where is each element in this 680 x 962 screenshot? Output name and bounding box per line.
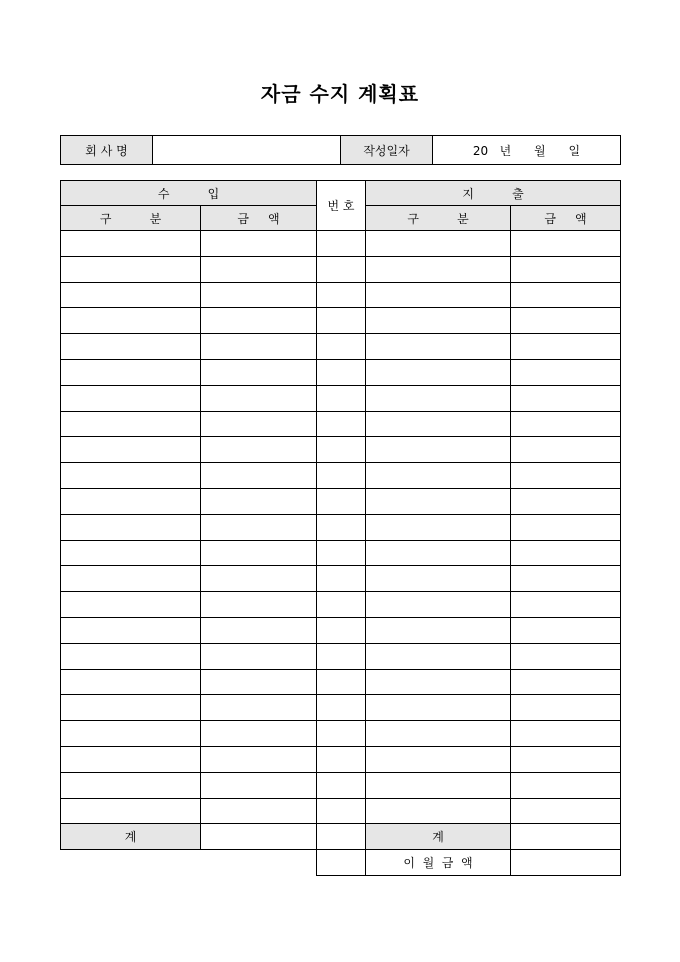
table-row bbox=[61, 592, 621, 618]
company-label: 회 사 명 bbox=[61, 136, 153, 165]
income-amount-cell[interactable] bbox=[201, 669, 317, 695]
table-row bbox=[61, 334, 621, 360]
expense-amount-cell[interactable] bbox=[511, 540, 621, 566]
income-amount-cell[interactable] bbox=[201, 617, 317, 643]
expense-amount-cell[interactable] bbox=[511, 385, 621, 411]
income-amount-cell[interactable] bbox=[201, 772, 317, 798]
income-amount-cell[interactable] bbox=[201, 282, 317, 308]
number-cell[interactable] bbox=[317, 772, 366, 798]
number-cell[interactable] bbox=[317, 540, 366, 566]
table-row bbox=[61, 488, 621, 514]
income-category-cell[interactable] bbox=[61, 231, 201, 257]
income-category-cell[interactable] bbox=[61, 592, 201, 618]
income-amount-cell[interactable] bbox=[201, 359, 317, 385]
expense-amount-cell[interactable] bbox=[511, 669, 621, 695]
table-row bbox=[61, 385, 621, 411]
income-category-cell[interactable] bbox=[61, 411, 201, 437]
expense-category-cell[interactable] bbox=[366, 772, 511, 798]
number-cell[interactable] bbox=[317, 669, 366, 695]
expense-amount-cell[interactable] bbox=[511, 334, 621, 360]
table-row bbox=[61, 282, 621, 308]
income-category-cell[interactable] bbox=[61, 385, 201, 411]
table-row bbox=[61, 411, 621, 437]
expense-amount-cell[interactable] bbox=[511, 411, 621, 437]
expense-category-cell[interactable] bbox=[366, 695, 511, 721]
income-total-amount[interactable] bbox=[201, 824, 317, 850]
number-cell[interactable] bbox=[317, 411, 366, 437]
table-row bbox=[61, 540, 621, 566]
expense-category-cell[interactable] bbox=[366, 411, 511, 437]
income-category-cell[interactable] bbox=[61, 463, 201, 489]
blank bbox=[201, 850, 317, 876]
expense-amount-cell[interactable] bbox=[511, 772, 621, 798]
expense-amount-cell[interactable] bbox=[511, 566, 621, 592]
income-amount-cell[interactable] bbox=[201, 721, 317, 747]
income-amount-cell[interactable] bbox=[201, 437, 317, 463]
income-amount-cell[interactable] bbox=[201, 540, 317, 566]
income-total-label: 계 bbox=[61, 824, 201, 850]
expense-amount-cell[interactable] bbox=[511, 798, 621, 824]
number-cell[interactable] bbox=[317, 282, 366, 308]
document-title: 자금 수지 계획표 bbox=[260, 82, 420, 106]
carryover-label: 이 월 금 액 bbox=[366, 850, 511, 876]
table-row bbox=[61, 669, 621, 695]
table-row bbox=[61, 359, 621, 385]
income-category-cell[interactable] bbox=[61, 488, 201, 514]
expense-heading: 지 출 bbox=[366, 181, 621, 206]
table-row bbox=[61, 437, 621, 463]
income-amount-cell[interactable] bbox=[201, 695, 317, 721]
income-amount-header: 금 액 bbox=[201, 206, 317, 231]
income-amount-cell[interactable] bbox=[201, 256, 317, 282]
income-category-cell[interactable] bbox=[61, 308, 201, 334]
number-cell[interactable] bbox=[317, 566, 366, 592]
carryover-amount[interactable] bbox=[511, 850, 621, 876]
income-category-cell[interactable] bbox=[61, 437, 201, 463]
expense-amount-cell[interactable] bbox=[511, 463, 621, 489]
expense-category-cell[interactable] bbox=[366, 437, 511, 463]
number-cell[interactable] bbox=[317, 463, 366, 489]
expense-amount-cell[interactable] bbox=[511, 643, 621, 669]
income-category-cell[interactable] bbox=[61, 772, 201, 798]
income-amount-cell[interactable] bbox=[201, 488, 317, 514]
number-cell[interactable] bbox=[317, 798, 366, 824]
table-row bbox=[61, 643, 621, 669]
expense-category-cell[interactable] bbox=[366, 231, 511, 257]
number-cell[interactable] bbox=[317, 824, 366, 850]
income-amount-cell[interactable] bbox=[201, 798, 317, 824]
number-cell[interactable] bbox=[317, 437, 366, 463]
expense-amount-header: 금 액 bbox=[511, 206, 621, 231]
income-heading: 수 입 bbox=[61, 181, 317, 206]
table-row bbox=[61, 772, 621, 798]
expense-amount-cell[interactable] bbox=[511, 359, 621, 385]
income-category-cell[interactable] bbox=[61, 566, 201, 592]
expense-category-cell[interactable] bbox=[366, 282, 511, 308]
number-cell[interactable] bbox=[317, 514, 366, 540]
expense-category-cell[interactable] bbox=[366, 385, 511, 411]
number-cell[interactable] bbox=[317, 359, 366, 385]
blank bbox=[61, 850, 201, 876]
income-amount-cell[interactable] bbox=[201, 746, 317, 772]
number-cell[interactable] bbox=[317, 308, 366, 334]
income-category-cell[interactable] bbox=[61, 798, 201, 824]
number-cell[interactable] bbox=[317, 231, 366, 257]
date-label: 작성일자 bbox=[341, 136, 433, 165]
income-category-cell[interactable] bbox=[61, 514, 201, 540]
company-field[interactable] bbox=[153, 136, 341, 165]
income-category-cell[interactable] bbox=[61, 721, 201, 747]
expense-category-cell[interactable] bbox=[366, 746, 511, 772]
expense-amount-cell[interactable] bbox=[511, 695, 621, 721]
expense-category-header: 구 분 bbox=[366, 206, 511, 231]
expense-amount-cell[interactable] bbox=[511, 256, 621, 282]
expense-amount-cell[interactable] bbox=[511, 437, 621, 463]
expense-category-cell[interactable] bbox=[366, 669, 511, 695]
number-cell[interactable] bbox=[317, 256, 366, 282]
income-amount-cell[interactable] bbox=[201, 566, 317, 592]
income-category-cell[interactable] bbox=[61, 359, 201, 385]
expense-category-cell[interactable] bbox=[366, 798, 511, 824]
income-category-cell[interactable] bbox=[61, 282, 201, 308]
expense-total-label: 계 bbox=[366, 824, 511, 850]
expense-category-cell[interactable] bbox=[366, 308, 511, 334]
number-cell[interactable] bbox=[317, 850, 366, 876]
expense-category-cell[interactable] bbox=[366, 617, 511, 643]
number-cell[interactable] bbox=[317, 746, 366, 772]
number-cell[interactable] bbox=[317, 695, 366, 721]
number-cell[interactable] bbox=[317, 488, 366, 514]
income-category-cell[interactable] bbox=[61, 643, 201, 669]
income-category-cell[interactable] bbox=[61, 669, 201, 695]
income-category-cell[interactable] bbox=[61, 746, 201, 772]
table-row bbox=[61, 695, 621, 721]
expense-amount-cell[interactable] bbox=[511, 282, 621, 308]
number-cell[interactable] bbox=[317, 721, 366, 747]
table-row bbox=[61, 256, 621, 282]
expense-amount-cell[interactable] bbox=[511, 592, 621, 618]
expense-category-cell[interactable] bbox=[366, 488, 511, 514]
expense-category-cell[interactable] bbox=[366, 256, 511, 282]
table-row bbox=[61, 617, 621, 643]
expense-category-cell[interactable] bbox=[366, 514, 511, 540]
expense-category-cell[interactable] bbox=[366, 721, 511, 747]
income-amount-cell[interactable] bbox=[201, 231, 317, 257]
expense-category-cell[interactable] bbox=[366, 334, 511, 360]
income-amount-cell[interactable] bbox=[201, 308, 317, 334]
expense-amount-cell[interactable] bbox=[511, 514, 621, 540]
table-row bbox=[61, 463, 621, 489]
expense-category-cell[interactable] bbox=[366, 643, 511, 669]
total-row bbox=[61, 824, 621, 850]
expense-category-cell[interactable] bbox=[366, 592, 511, 618]
expense-category-cell[interactable] bbox=[366, 463, 511, 489]
expense-amount-cell[interactable] bbox=[511, 721, 621, 747]
income-category-cell[interactable] bbox=[61, 334, 201, 360]
number-cell[interactable] bbox=[317, 385, 366, 411]
income-category-cell[interactable] bbox=[61, 695, 201, 721]
income-amount-cell[interactable] bbox=[201, 643, 317, 669]
number-cell[interactable] bbox=[317, 617, 366, 643]
expense-amount-cell[interactable] bbox=[511, 488, 621, 514]
date-field[interactable]: 20 년 월 일 bbox=[433, 136, 621, 165]
table-row bbox=[61, 566, 621, 592]
table-row bbox=[61, 308, 621, 334]
expense-category-cell[interactable] bbox=[366, 566, 511, 592]
expense-amount-cell[interactable] bbox=[511, 308, 621, 334]
carryover-row bbox=[61, 850, 621, 876]
number-cell[interactable] bbox=[317, 334, 366, 360]
income-amount-cell[interactable] bbox=[201, 463, 317, 489]
income-category-header: 구 분 bbox=[61, 206, 201, 231]
income-amount-cell[interactable] bbox=[201, 592, 317, 618]
income-category-cell[interactable] bbox=[61, 256, 201, 282]
table-row bbox=[61, 231, 621, 257]
income-category-cell[interactable] bbox=[61, 617, 201, 643]
income-amount-cell[interactable] bbox=[201, 385, 317, 411]
expense-category-cell[interactable] bbox=[366, 540, 511, 566]
cashflow-table bbox=[60, 180, 621, 876]
income-amount-cell[interactable] bbox=[201, 514, 317, 540]
number-cell[interactable] bbox=[317, 643, 366, 669]
header-table bbox=[60, 135, 621, 165]
income-amount-cell[interactable] bbox=[201, 411, 317, 437]
table-row bbox=[61, 514, 621, 540]
table-row bbox=[61, 798, 621, 824]
income-amount-cell[interactable] bbox=[201, 334, 317, 360]
expense-amount-cell[interactable] bbox=[511, 746, 621, 772]
table-row bbox=[61, 746, 621, 772]
expense-total-amount[interactable] bbox=[511, 824, 621, 850]
number-heading: 번 호 bbox=[317, 181, 366, 231]
income-category-cell[interactable] bbox=[61, 540, 201, 566]
expense-amount-cell[interactable] bbox=[511, 617, 621, 643]
expense-category-cell[interactable] bbox=[366, 359, 511, 385]
expense-amount-cell[interactable] bbox=[511, 231, 621, 257]
number-cell[interactable] bbox=[317, 592, 366, 618]
table-row bbox=[61, 721, 621, 747]
